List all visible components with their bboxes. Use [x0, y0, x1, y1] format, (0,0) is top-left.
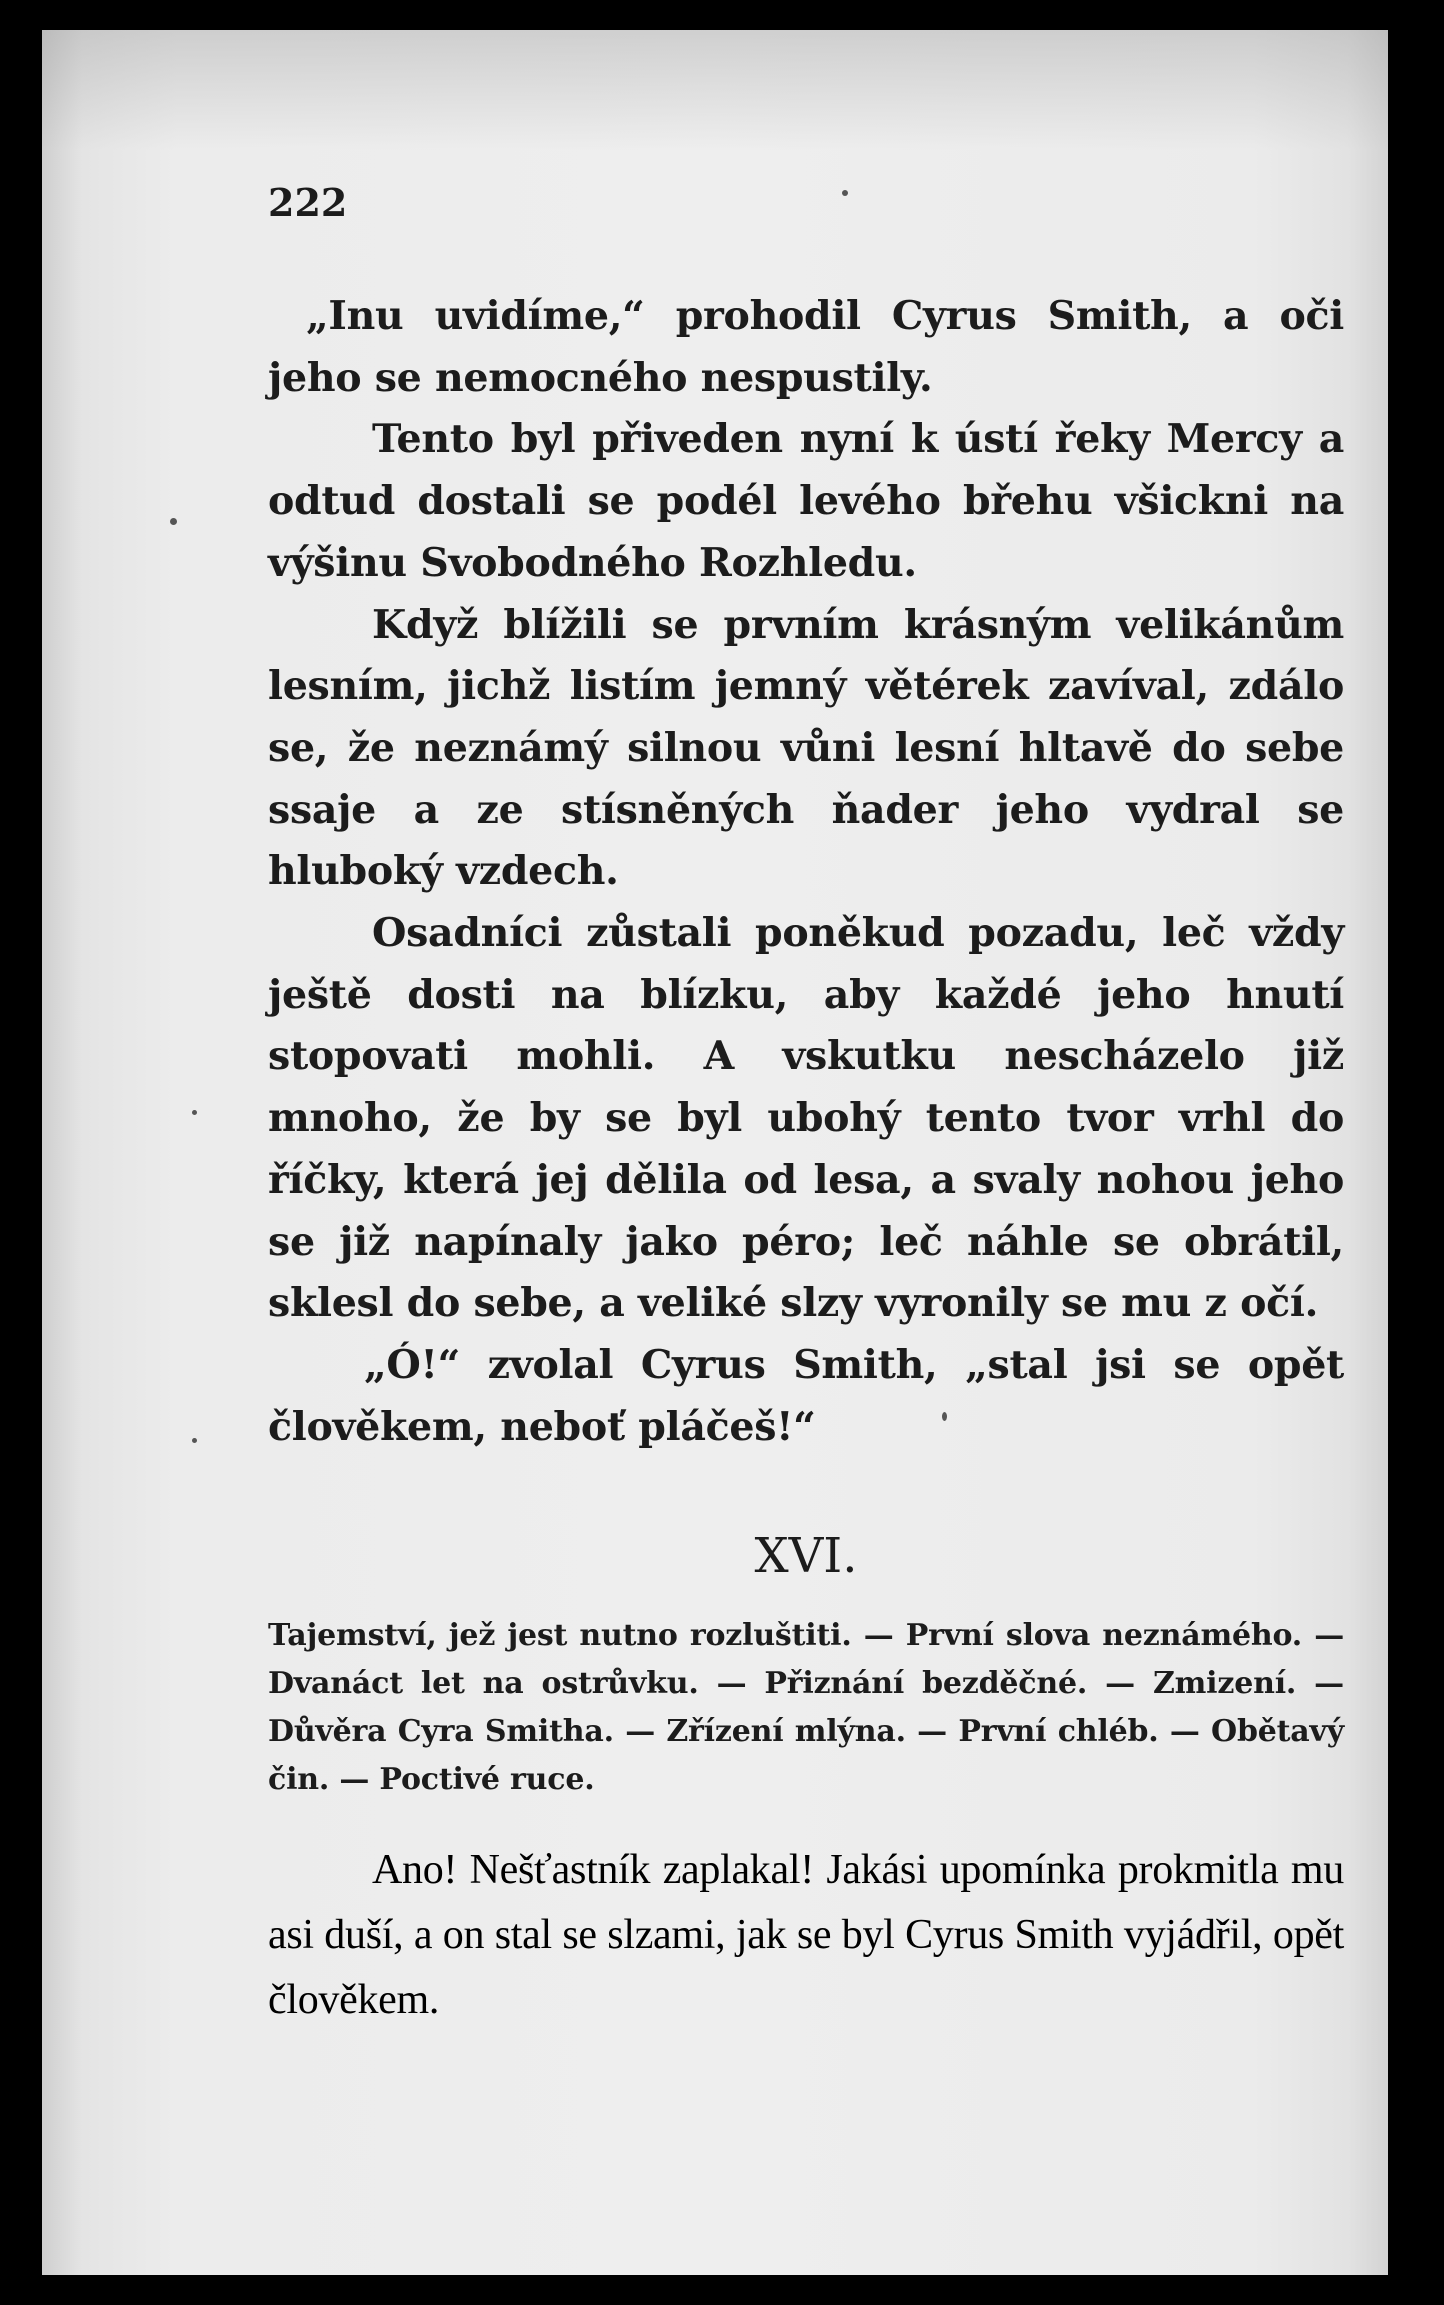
chapter-opening [268, 1838, 1344, 2033]
paragraph-2: Tento byl přiveden nyní k ústí řeky Mercy a odtud dostali se podél levého břehu všickni na výšinu Svobodného Rozhledu. [268, 416, 1344, 586]
chapter-summary: Tajemství, jež jest nutno rozluštiti. — První slova neznámého. — Dvanáct let na ostrůvku. — Přiznání bezděčné. — Zmizení. — Důvěra Cyra Smitha. — Zřízení mlýna. — První chléb. — Obětavý čin. — Poctivé ruce. [268, 1618, 1344, 1797]
body-text [268, 286, 1344, 1458]
paragraph-1: „Inu uvidíme,“ prohodil Cyrus Smith, a oči jeho se nemocného nespustily. [268, 293, 1344, 401]
print-speck [192, 1438, 197, 1443]
print-speck [170, 518, 177, 525]
paragraph-final: Ano! Nešťastník zaplakal! Jakási upomínka prokmitla mu asi duší, a on stal se slzami, jak se byl Cyrus Smith vyjádřil, opět člověkem. [268, 1847, 1344, 2023]
paragraph-4: Osadníci zůstali poněkud pozadu, leč vždy ještě dosti na blízku, aby každé jeho hnutí stopovati mohli. A vskutku nescházelo již mnoho, že by se byl ubohý tento tvor vrhl do říčky, která jej dělila od lesa, a svaly nohou jeho se již napínaly jako péro; leč náhle se obrátil, sklesl do sebe, a veliké slzy vyronily se mu z očí. [268, 910, 1344, 1327]
paragraph-5: „Ó!“ zvolal Cyrus Smith, „stal jsi se opět člověkem, neboť pláčeš!“ [268, 1341, 1344, 1450]
print-speck [942, 1412, 947, 1421]
print-speck [842, 190, 848, 196]
print-speck [192, 1110, 197, 1115]
page-number: 222 [268, 180, 348, 225]
chapter-heading: XVI. [754, 1528, 858, 1584]
paragraph-3: Když blížili se prvním krásným velikánům lesním, jichž listím jemný větérek zavíval, zdálo se, že neznámý silnou vůni lesní hltavě do sebe ssaje a ze stísněných ňader jeho vydral se hluboký vzdech. [268, 601, 1344, 895]
book-page [42, 30, 1388, 2275]
